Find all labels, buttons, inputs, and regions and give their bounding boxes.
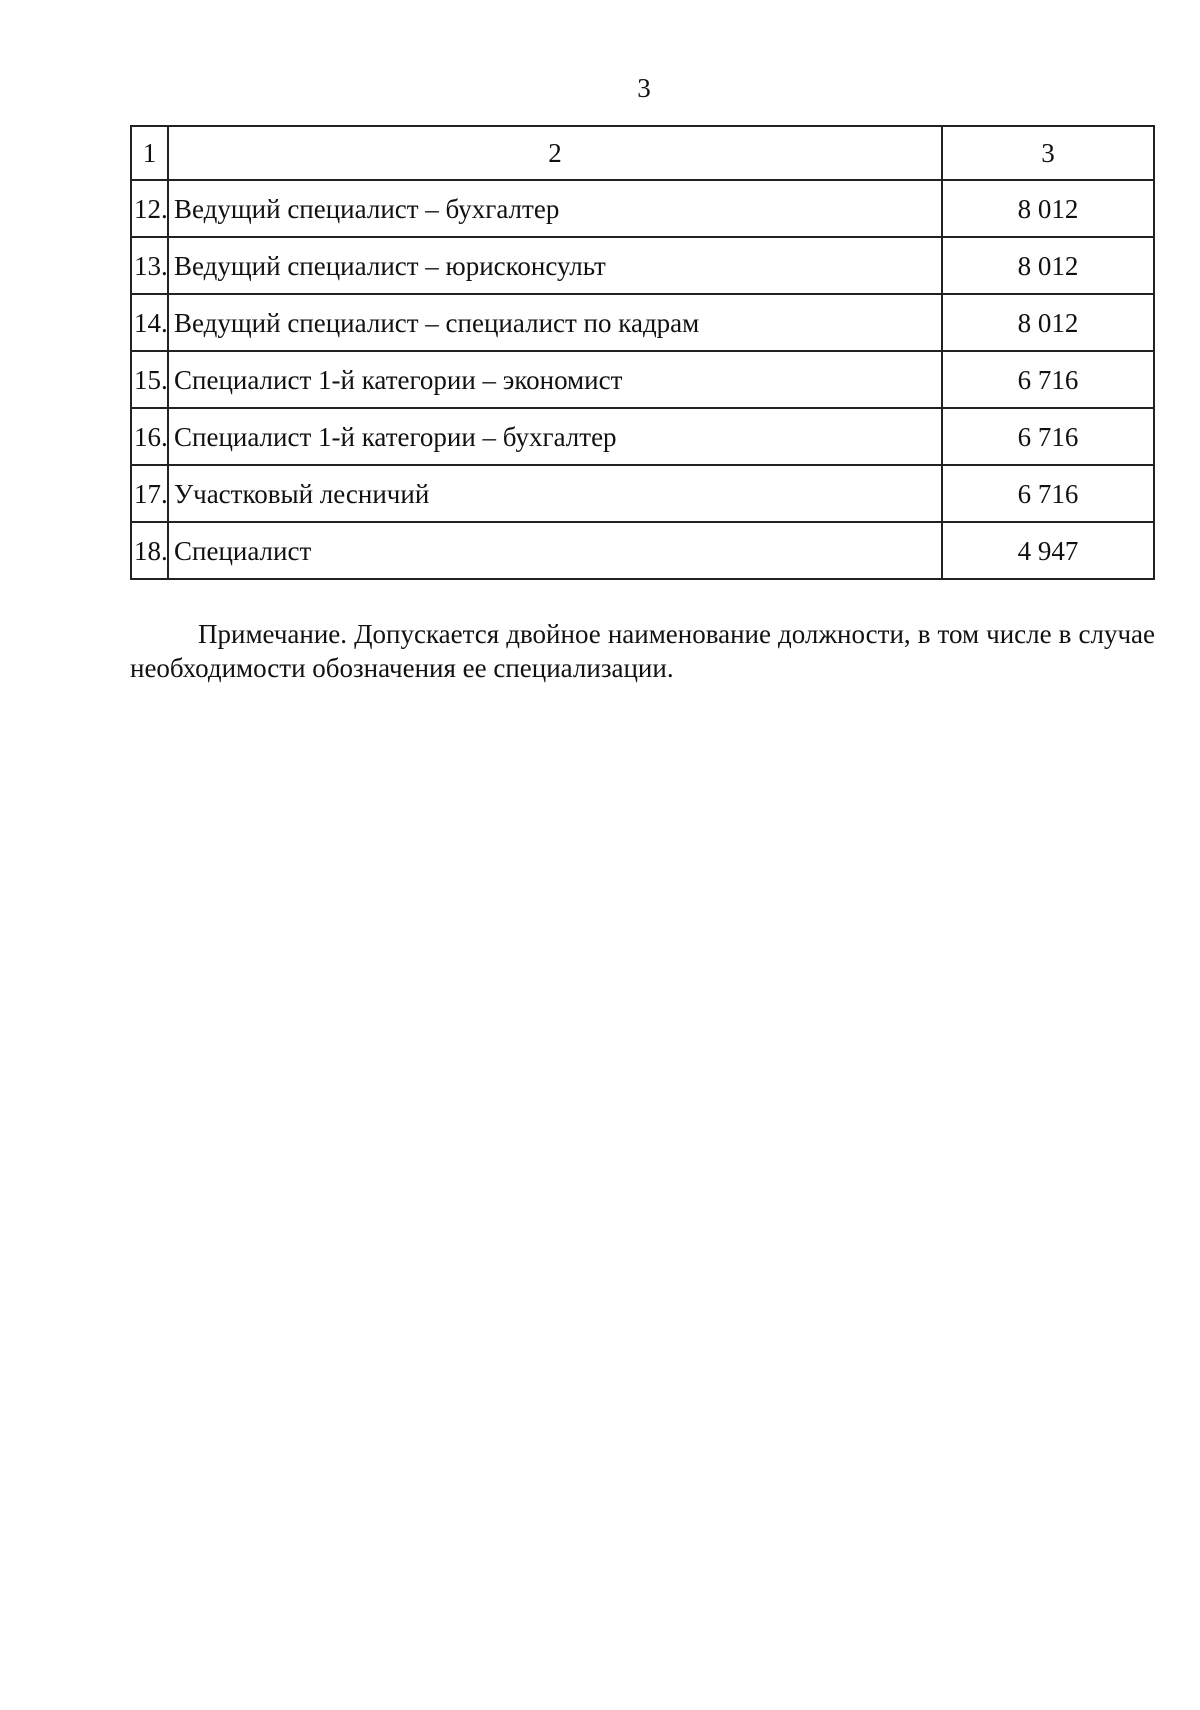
table-row <box>131 180 1154 237</box>
salary-table <box>130 125 1155 580</box>
table-row <box>131 522 1154 579</box>
row-number: 18. <box>131 522 168 579</box>
row-number: 17. <box>131 465 168 522</box>
row-number: 13. <box>131 237 168 294</box>
page-number: 3 <box>637 73 651 103</box>
table-row <box>131 408 1154 465</box>
row-number: 14. <box>131 294 168 351</box>
row-value: 6 716 <box>942 351 1154 408</box>
row-position: Ведущий специалист – специалист по кадрам <box>168 294 942 351</box>
row-position: Специалист 1-й категории – экономист <box>168 351 942 408</box>
row-position: Ведущий специалист – юрисконсульт <box>168 237 942 294</box>
note-paragraph: Примечание. Допускается двойное наименование должности, в том числе в случае необходимости обозначения ее специализации. <box>130 619 1155 683</box>
row-number: 16. <box>131 408 168 465</box>
row-value: 4 947 <box>942 522 1154 579</box>
row-value: 8 012 <box>942 180 1154 237</box>
row-value: 6 716 <box>942 465 1154 522</box>
row-position: Специалист 1-й категории – бухгалтер <box>168 408 942 465</box>
table-row <box>131 351 1154 408</box>
row-number: 15. <box>131 351 168 408</box>
header-cell-number: 1 <box>131 126 168 180</box>
row-position: Специалист <box>168 522 942 579</box>
row-position: Ведущий специалист – бухгалтер <box>168 180 942 237</box>
table-row <box>131 294 1154 351</box>
row-value: 8 012 <box>942 237 1154 294</box>
row-number: 12. <box>131 180 168 237</box>
table-row <box>131 237 1154 294</box>
row-value: 8 012 <box>942 294 1154 351</box>
row-value: 6 716 <box>942 408 1154 465</box>
table-row <box>131 465 1154 522</box>
table-header-row <box>131 126 1154 180</box>
header-cell-position: 2 <box>168 126 942 180</box>
row-position: Участковый лесничий <box>168 465 942 522</box>
header-cell-value: 3 <box>942 126 1154 180</box>
